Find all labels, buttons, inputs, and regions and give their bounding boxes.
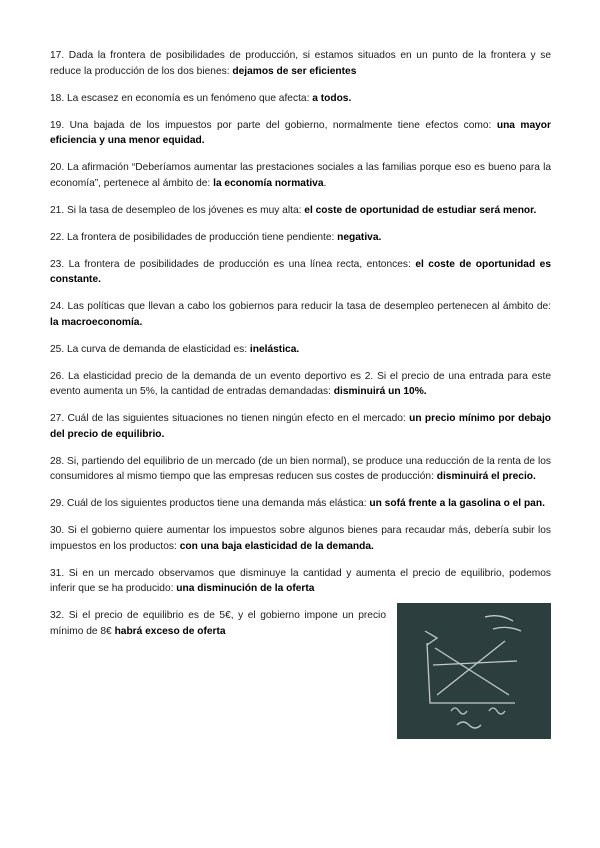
question-item — [50, 257, 551, 288]
question-item — [50, 160, 551, 191]
document-page — [50, 48, 551, 748]
question-answer: a todos. — [312, 92, 352, 104]
question-answer: una disminución de la oferta — [176, 583, 315, 594]
question-text: 28. Si, partiendo del equilibrio de un mercado (de un bien normal), se produce una reducción de la renta de los consumidores al mismo tiempo que las empresas reducen sus costes de producción: — [50, 455, 551, 482]
question-text: 32. Si el precio de equilibrio es de 5€, y el gobierno impone un precio mínimo de 8€ — [50, 610, 386, 637]
question-text: 18. La escasez en economía es un fenómeno que afecta: — [50, 92, 313, 104]
question-answer: la macroeconomía. — [50, 316, 143, 328]
question-item — [50, 496, 551, 512]
question-punctuation: . — [323, 177, 327, 189]
question-text: 17. Dada la frontera de posibilidades de producción, si estamos situados en un punto de la frontera y se reduce la producción de los dos bienes: — [50, 50, 551, 77]
blackboard-photo — [397, 603, 551, 739]
question-text: 29. Cuál de los siguientes productos tiene una demanda más elástica: — [50, 498, 370, 509]
question-answer: un sofá frente a la gasolina o el pan. — [369, 498, 545, 509]
question-item — [50, 230, 551, 246]
question-answer: con una baja elasticidad de la demanda. — [179, 540, 374, 552]
question-item — [50, 369, 551, 400]
question-answer: el coste de oportunidad es constante. — [50, 258, 551, 285]
question-item — [50, 203, 551, 219]
question-answer: la economía normativa — [213, 177, 324, 189]
question-answer: dejamos de ser eficientes — [232, 65, 357, 77]
board-background — [397, 603, 551, 739]
question-list — [50, 48, 551, 597]
question-text: 27. Cuál de las siguientes situaciones no tienen ningún efecto en el mercado: — [50, 413, 410, 424]
question-answer: disminuirá un 10%. — [333, 386, 427, 397]
question-text: 26. La elasticidad precio de la demanda de un evento deportivo es 2. Si el precio de una entrada para este evento aumenta un 5%, la cantidad de entradas demandadas: — [50, 370, 551, 397]
question-item — [50, 91, 551, 107]
question-item — [50, 411, 551, 442]
question-text: 20. La afirmación “Deberíamos aumentar las prestaciones sociales a las familias porque eso es bueno para la economía”, pertenece al ámbito de: — [50, 162, 551, 189]
question-item — [50, 299, 551, 330]
question-answer: negativa. — [337, 231, 382, 243]
question-32 — [50, 608, 386, 639]
question-text: 30. Si el gobierno quiere aumentar los impuestos sobre algunos bienes para recaudar más, debería subir los impuestos en los productos: — [50, 525, 551, 552]
question-text: 25. La curva de demanda de elasticidad es: — [50, 343, 250, 355]
question-text: 22. La frontera de posibilidades de producción tiene pendiente: — [50, 231, 338, 243]
question-item — [50, 454, 551, 485]
question-32-block — [50, 608, 551, 748]
question-text: 31. Si en un mercado observamos que disminuye la cantidad y aumenta el precio de equilibrio, podemos inferir que se ha producido: — [50, 567, 551, 594]
question-answer: el coste de oportunidad de estudiar será menor. — [304, 204, 537, 216]
question-item — [50, 118, 551, 149]
question-answer: habrá exceso de oferta — [114, 625, 226, 637]
question-answer: disminuirá el precio. — [436, 471, 536, 482]
blackboard-sketch — [397, 603, 551, 739]
question-answer: un precio mínimo por debajo del precio de equilibrio. — [50, 413, 551, 440]
question-text: 23. La frontera de posibilidades de producción es una línea recta, entonces: — [50, 258, 416, 270]
question-text: 19. Una bajada de los impuestos por parte del gobierno, normalmente tiene efectos como: — [50, 119, 497, 131]
question-item — [50, 342, 551, 358]
question-item — [50, 48, 551, 79]
question-answer: una mayor eficiencia y una menor equidad. — [50, 119, 551, 146]
question-text: 24. Las políticas que llevan a cabo los gobiernos para reducir la tasa de desempleo pertenecen al ámbito de: — [50, 301, 551, 312]
question-item — [50, 566, 551, 597]
question-text: 21. Si la tasa de desempleo de los jóvenes es muy alta: — [50, 204, 305, 216]
question-answer: inelástica. — [249, 343, 300, 355]
question-item — [50, 523, 551, 554]
